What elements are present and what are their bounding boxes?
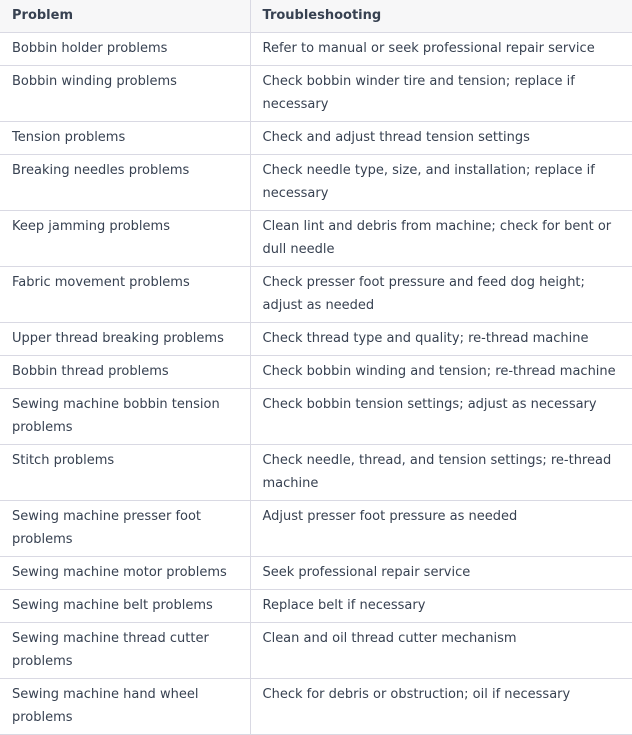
table-row [0, 501, 632, 557]
problem-cell: Keep jamming problems [0, 211, 250, 267]
problem-cell: Fabric movement problems [0, 267, 250, 323]
troubleshooting-cell: Replace belt if necessary [250, 590, 632, 623]
table-row [0, 122, 632, 155]
table-row [0, 557, 632, 590]
troubleshooting-cell: Seek professional repair service [250, 557, 632, 590]
troubleshooting-cell: Check bobbin winder tire and tension; replace if necessary [250, 66, 632, 122]
troubleshooting-cell: Clean and oil thread cutter mechanism [250, 623, 632, 679]
problem-cell: Bobbin winding problems [0, 66, 250, 122]
table-row [0, 445, 632, 501]
table-row [0, 623, 632, 679]
table-row [0, 155, 632, 211]
problem-cell: Sewing machine hand wheel problems [0, 679, 250, 735]
problem-cell: Breaking needles problems [0, 155, 250, 211]
troubleshooting-cell: Refer to manual or seek professional repair service [250, 33, 632, 66]
table-header-row [0, 0, 632, 33]
troubleshooting-cell: Check and adjust thread tension settings [250, 122, 632, 155]
problem-cell: Stitch problems [0, 445, 250, 501]
table-row [0, 590, 632, 623]
troubleshooting-cell: Adjust presser foot pressure as needed [250, 501, 632, 557]
table-row [0, 66, 632, 122]
table-row [0, 679, 632, 735]
table-row [0, 323, 632, 356]
problem-cell: Upper thread breaking problems [0, 323, 250, 356]
troubleshooting-cell: Check needle type, size, and installation; replace if necessary [250, 155, 632, 211]
troubleshooting-cell: Check for debris or obstruction; oil if necessary [250, 679, 632, 735]
header-problem: Problem [0, 0, 250, 33]
header-troubleshooting: Troubleshooting [250, 0, 632, 33]
problem-cell: Sewing machine belt problems [0, 590, 250, 623]
problem-cell: Bobbin thread problems [0, 356, 250, 389]
problem-cell: Sewing machine bobbin tension problems [0, 389, 250, 445]
table-row [0, 33, 632, 66]
problem-cell: Bobbin holder problems [0, 33, 250, 66]
troubleshooting-cell: Check presser foot pressure and feed dog height; adjust as needed [250, 267, 632, 323]
table-row [0, 267, 632, 323]
troubleshooting-cell: Check thread type and quality; re-thread machine [250, 323, 632, 356]
problem-cell: Tension problems [0, 122, 250, 155]
problem-cell: Sewing machine thread cutter problems [0, 623, 250, 679]
problem-cell: Sewing machine presser foot problems [0, 501, 250, 557]
table-row [0, 389, 632, 445]
troubleshooting-cell: Clean lint and debris from machine; check for bent or dull needle [250, 211, 632, 267]
table-row [0, 356, 632, 389]
table-row [0, 211, 632, 267]
troubleshooting-cell: Check needle, thread, and tension settings; re-thread machine [250, 445, 632, 501]
troubleshooting-cell: Check bobbin winding and tension; re-thread machine [250, 356, 632, 389]
problem-cell: Sewing machine motor problems [0, 557, 250, 590]
troubleshooting-cell: Check bobbin tension settings; adjust as necessary [250, 389, 632, 445]
